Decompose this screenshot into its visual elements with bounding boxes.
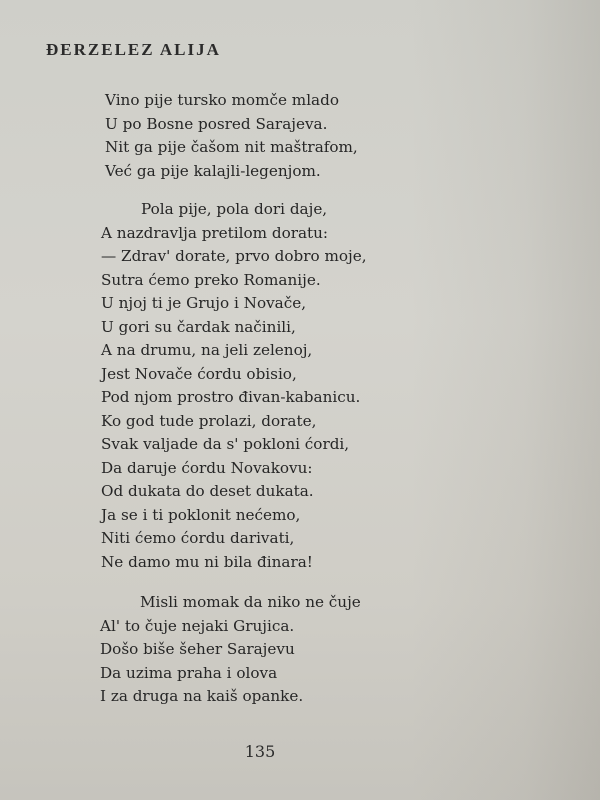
- poem-line: Ko god tude prolazi, dorate,: [101, 411, 317, 430]
- poem-line: Već ga pije kalajli-legenjom.: [105, 161, 321, 180]
- poem-line: U po Bosne posred Sarajeva.: [105, 114, 328, 133]
- poem-line: I za druga na kaiš opanke.: [100, 687, 304, 705]
- poem-line: Od dukata do deset dukata.: [101, 482, 314, 500]
- poem-line: U gori su čardak načinili,: [101, 317, 296, 336]
- poem-line: Jest Novače ćordu obisio,: [101, 364, 297, 383]
- poem-line: Pod njom prostro đivan-kabanicu.: [101, 388, 361, 406]
- poem-line: Došo biše šeher Sarajevu: [100, 640, 295, 658]
- poem-line: Vino pije tursko momče mlado: [105, 91, 339, 109]
- poem-line: Ja se i ti poklonit nećemo,: [101, 505, 301, 524]
- poem-line: Da daruje ćordu Novakovu:: [101, 458, 313, 477]
- poem-line: Ne damo mu ni bila đinara!: [101, 552, 313, 571]
- stanza-3: [100, 591, 361, 709]
- page-number: 135: [244, 742, 276, 761]
- poem-line: Pola pije, pola dori daje,: [141, 200, 328, 218]
- poem-line: — Zdrav' dorate, prvo dobro moje,: [101, 247, 367, 265]
- stanza-2: [101, 198, 367, 574]
- poem-line: Misli momak da niko ne čuje: [140, 593, 361, 611]
- page-shadow: [410, 0, 600, 800]
- poem-line: Al' to čuje nejaki Grujica.: [100, 616, 295, 635]
- poem-line: Sutra ćemo preko Romanije.: [101, 270, 321, 289]
- poem-line: A na drumu, na jeli zelenoj,: [101, 341, 313, 359]
- stanza-1: [101, 89, 358, 183]
- poem-line: U njoj ti je Grujo i Novače,: [101, 294, 307, 312]
- poem-title: ĐERZELEZ ALIJA: [46, 40, 221, 59]
- poem-line: Da uzima praha i olova: [100, 663, 278, 682]
- poem-line: Nit ga pije čašom nit maštrafom,: [105, 138, 358, 156]
- poem-line: Svak valjade da s' pokloni ćordi,: [101, 435, 350, 453]
- poem-line: Niti ćemo ćordu darivati,: [101, 529, 295, 547]
- poem-line: A nazdravlja pretilom doratu:: [101, 223, 329, 242]
